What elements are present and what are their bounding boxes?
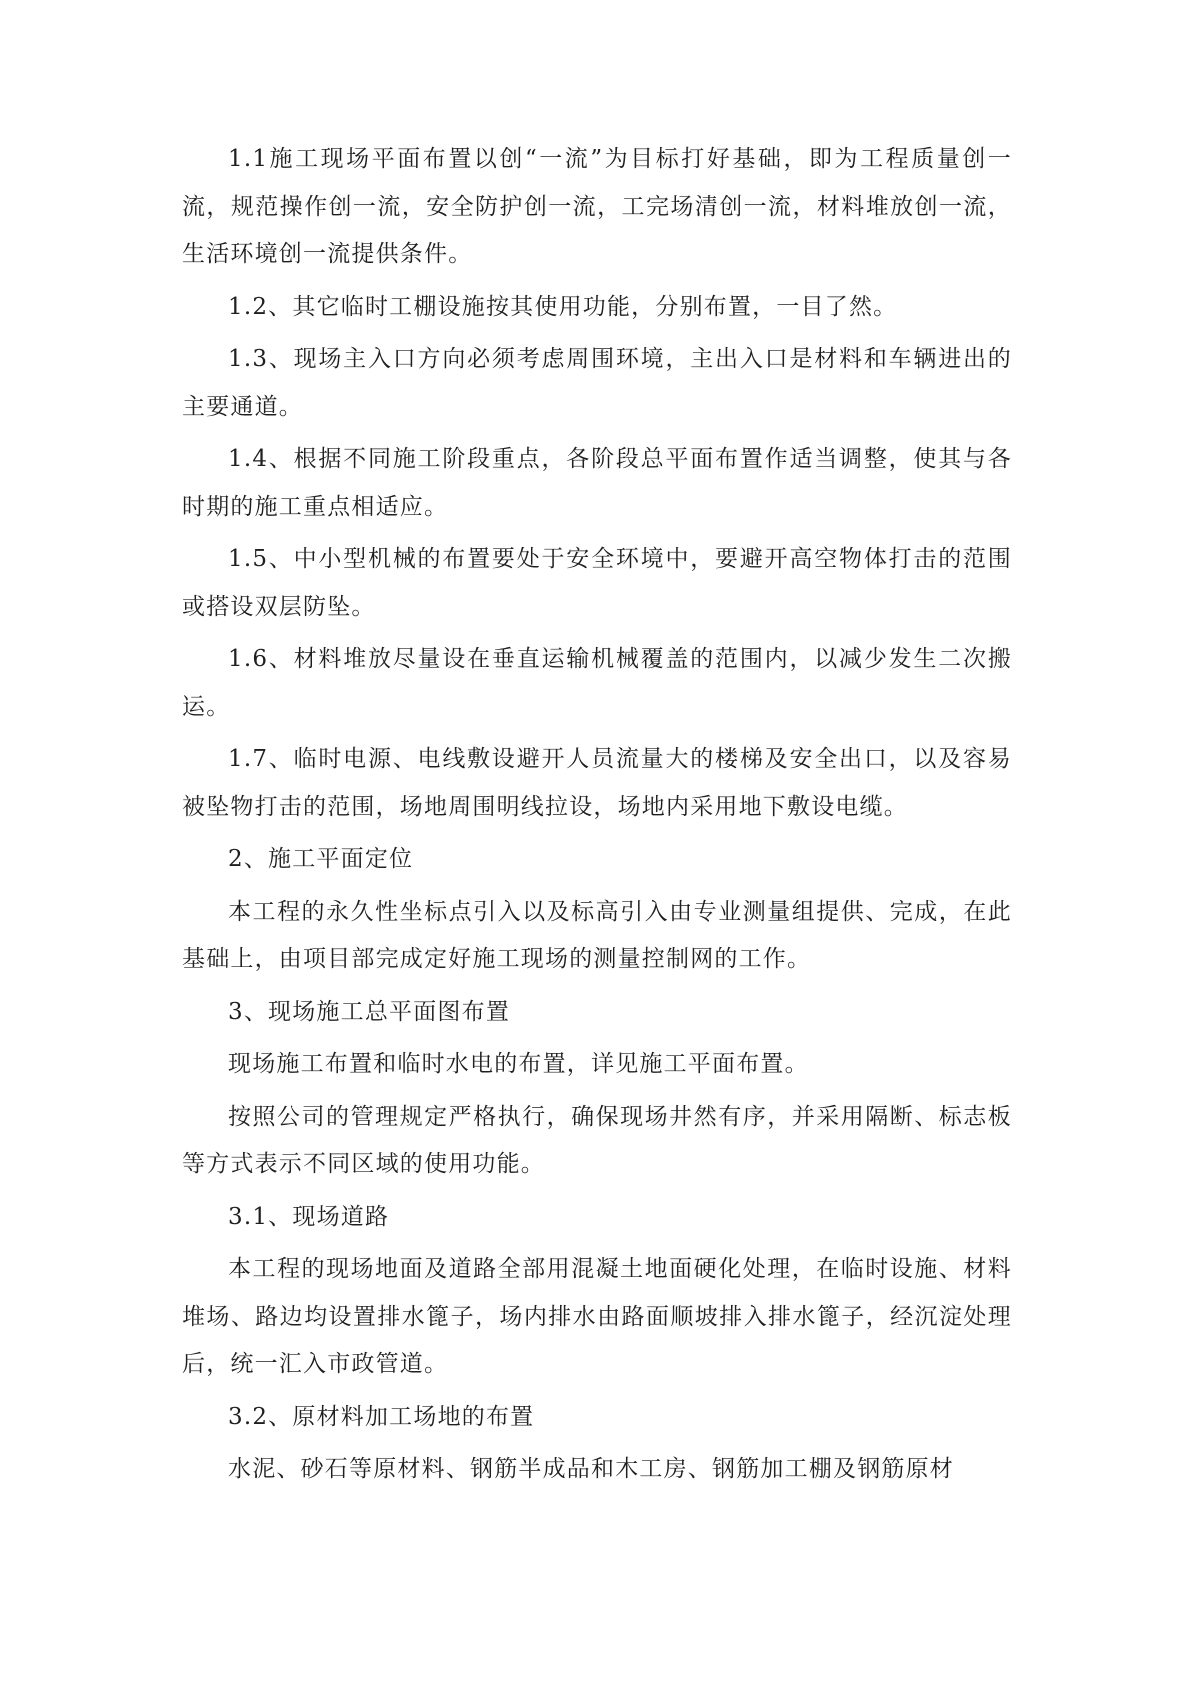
subsection-heading-3-2: 3.2、原材料加工场地的布置 bbox=[228, 1403, 535, 1430]
paragraph-1-2: 1.2、其它临时工棚设施按其使用功能，分别布置，一目了然。 bbox=[228, 293, 898, 320]
section-heading-3: 3、现场施工总平面图布置 bbox=[228, 998, 511, 1025]
paragraph-3-2-body: 水泥、砂石等原材料、钢筋半成品和木工房、钢筋加工棚及钢筋原材 bbox=[228, 1456, 954, 1482]
paragraph-2-body: 本工程的永久性坐标点引入以及标高引入由专业测量组提供、完成，在此基础上，由项目部完成定好施工现场的测量控制网的工作。 bbox=[182, 898, 1012, 972]
paragraph-1-7: 1.7、临时电源、电线敷设避开人员流量大的楼梯及安全出口，以及容易被坠物打击的范围，场地周围明线拉设，场地内采用地下敷设电缆。 bbox=[182, 746, 1012, 820]
paragraph-1-3: 1.3、现场主入口方向必须考虑周围环境，主出入口是材料和车辆进出的主要通道。 bbox=[182, 346, 1012, 420]
paragraph-1-5: 1.5、中小型机械的布置要处于安全环境中，要避开高空物体打击的范围或搭设双层防坠。 bbox=[182, 546, 1012, 620]
subsection-heading-3-1: 3.1、现场道路 bbox=[228, 1203, 390, 1230]
paragraph-1-4: 1.4、根据不同施工阶段重点，各阶段总平面布置作适当调整，使其与各时期的施工重点相适应。 bbox=[182, 446, 1012, 520]
paragraph-3-1-body: 本工程的现场地面及道路全部用混凝土地面硬化处理，在临时设施、材料堆场、路边均设置排水篦子，场内排水由路面顺坡排入排水篦子，经沉淀处理后，统一汇入市政管道。 bbox=[182, 1256, 1012, 1377]
paragraph-1-6: 1.6、材料堆放尽量设在垂直运输机械覆盖的范围内，以减少发生二次搬运。 bbox=[182, 646, 1012, 720]
paragraph-3-body-1: 现场施工布置和临时水电的布置，详见施工平面布置。 bbox=[228, 1051, 809, 1077]
paragraph-1-1: 1.1施工现场平面布置以创“一流”为目标打好基础，即为工程质量创一流，规范操作创一流，安全防护创一流，工完场清创一流，材料堆放创一流，生活环境创一流提供条件。 bbox=[182, 146, 1012, 267]
section-heading-2: 2、施工平面定位 bbox=[228, 846, 414, 872]
paragraph-3-body-2: 按照公司的管理规定严格执行，确保现场井然有序，并采用隔断、标志板等方式表示不同区域的使用功能。 bbox=[182, 1103, 1012, 1177]
document-body bbox=[182, 136, 1012, 1499]
